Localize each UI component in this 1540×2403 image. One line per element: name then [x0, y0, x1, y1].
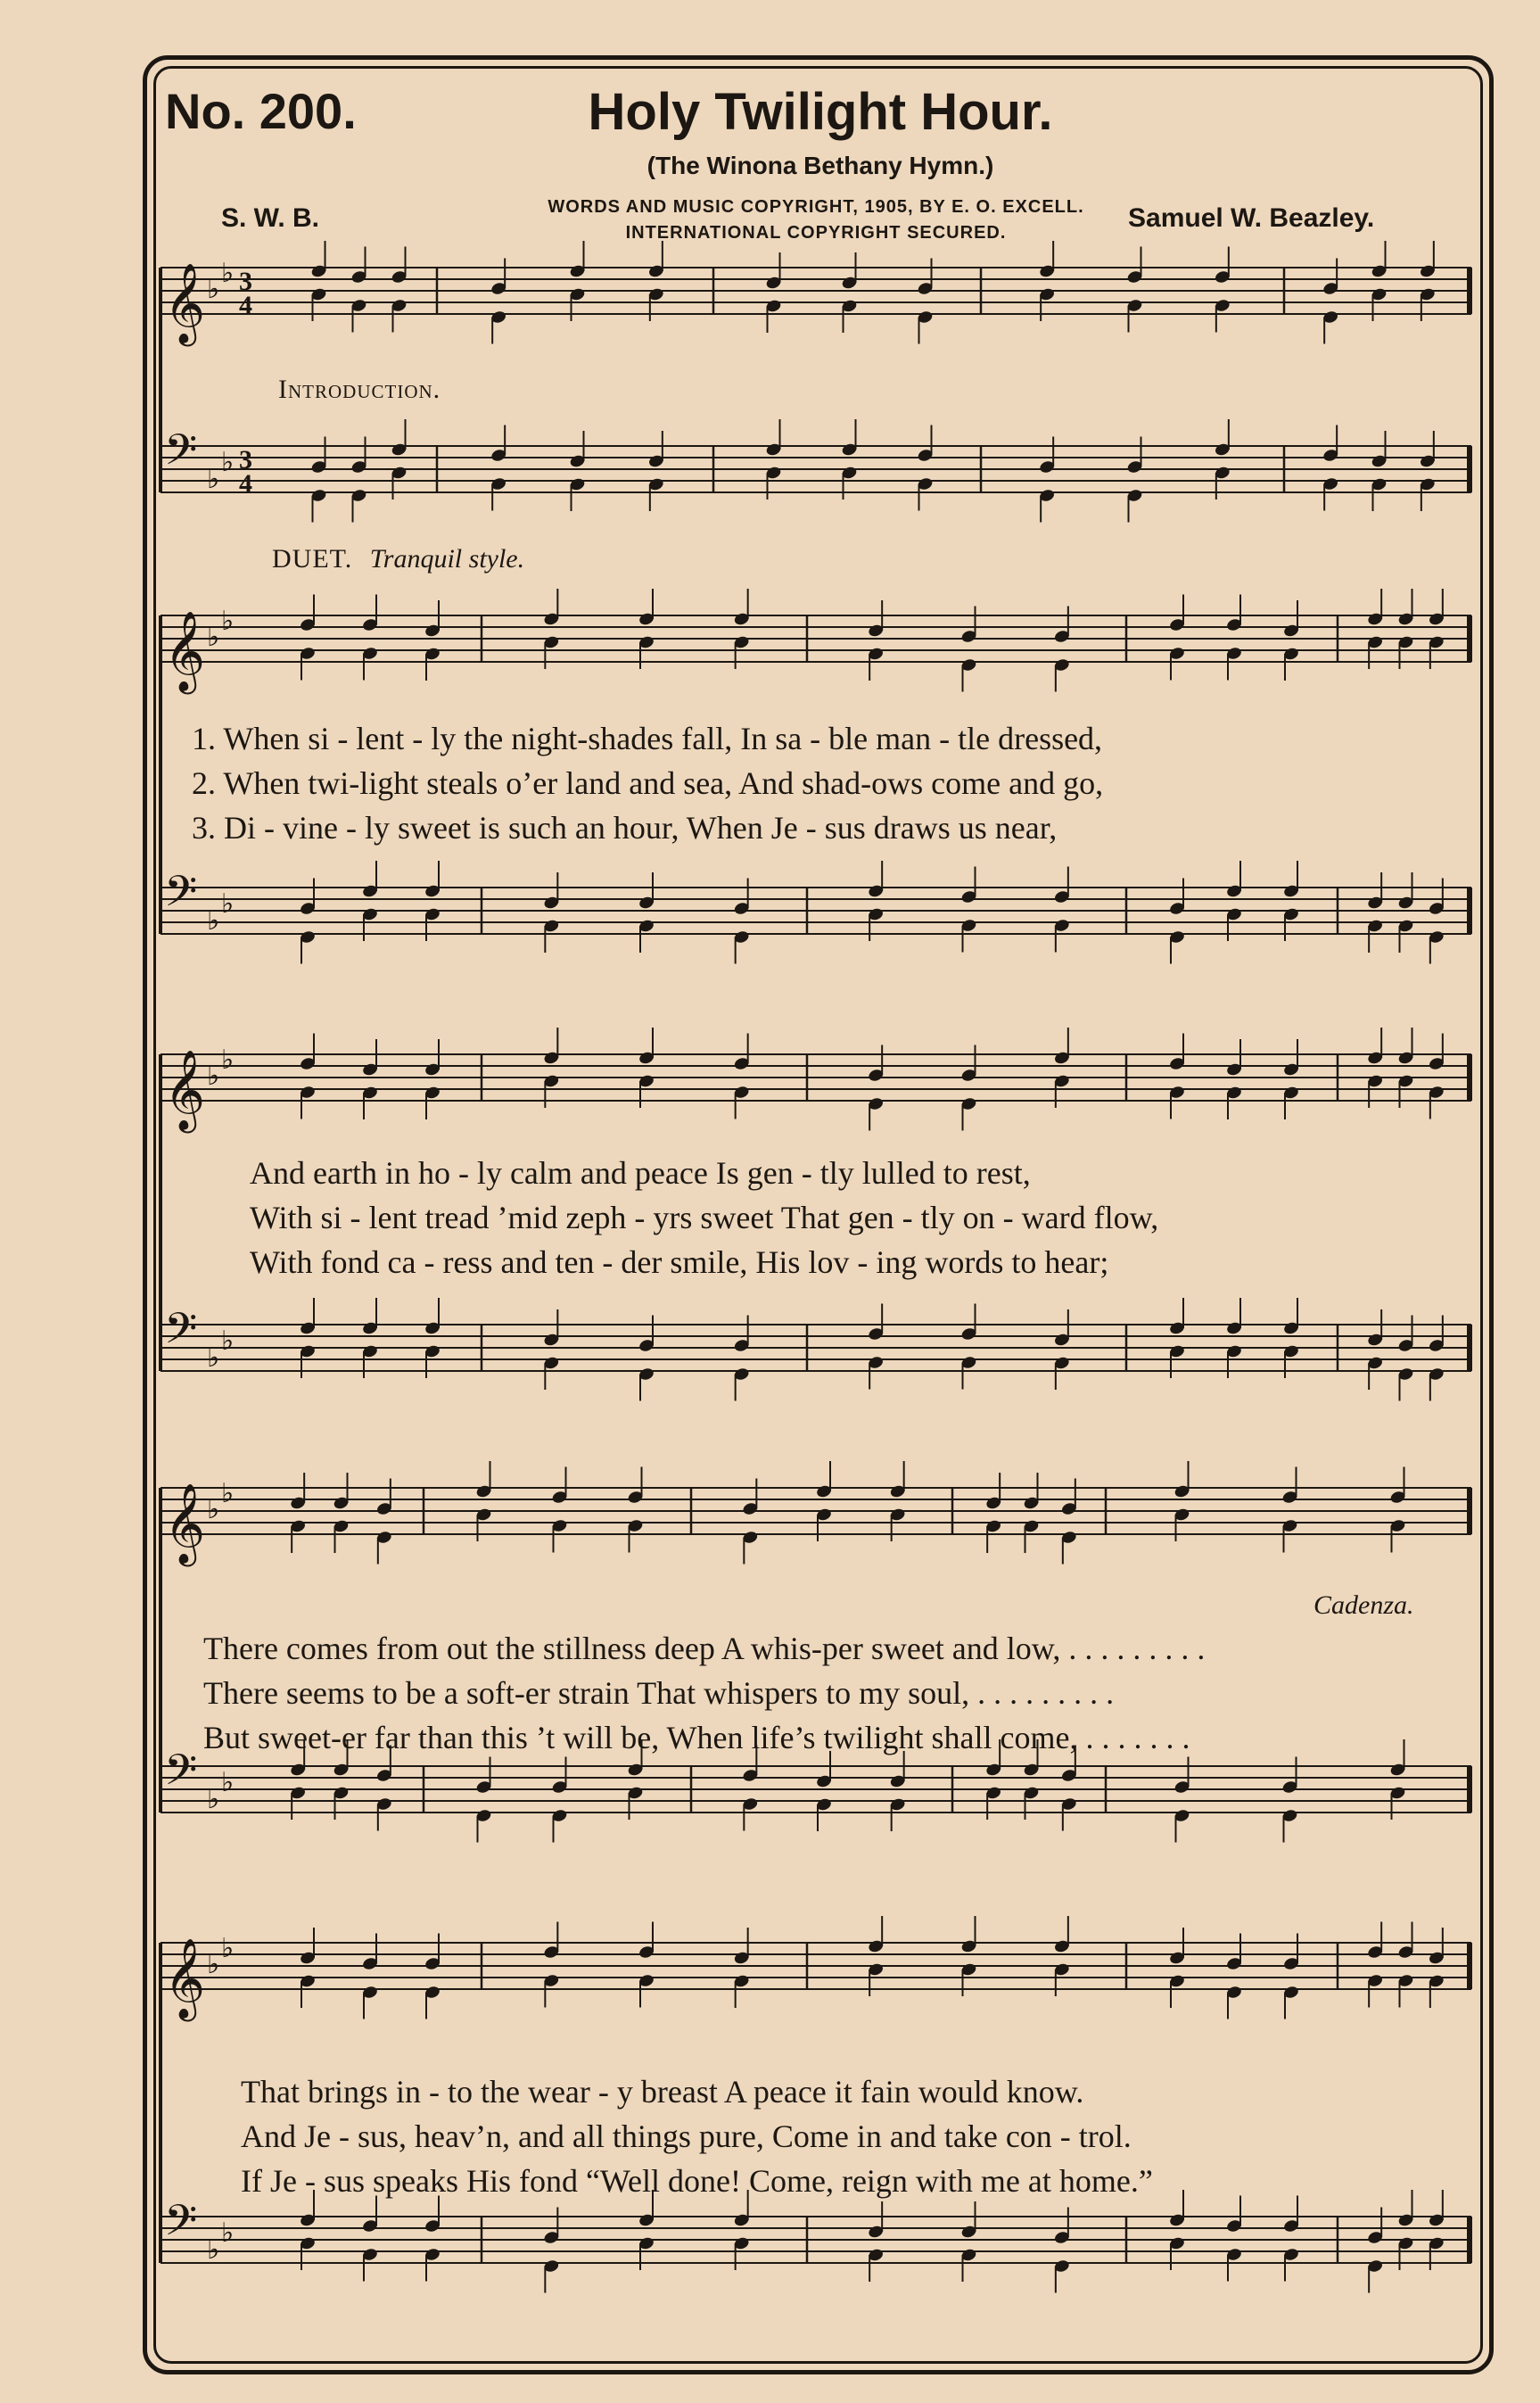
lyric-line: 3. Di - vine - ly sweet is such an hour, When Je - sus draws us near, — [192, 810, 1058, 846]
bass-clef-icon: 𝄢 — [164, 866, 198, 927]
flat-icon: ♭ — [207, 464, 220, 495]
lyric-line: With fond ca - ress and ten - der smile, His lov - ing words to hear; — [250, 1244, 1109, 1280]
time-signature-top: 3 — [239, 267, 252, 296]
words-author: S. W. B. — [221, 203, 320, 233]
treble-clef-icon: 𝄞 — [164, 263, 206, 343]
flat-icon: ♭ — [221, 258, 235, 289]
flat-icon: ♭ — [207, 1784, 220, 1815]
introduction-label: Introduction. — [278, 375, 441, 404]
flat-icon: ♭ — [207, 622, 220, 653]
bass-clef-icon: 𝄢 — [164, 1745, 198, 1805]
bass-clef-icon: 𝄢 — [164, 425, 198, 485]
flat-icon: ♭ — [207, 1342, 220, 1374]
flat-icon: ♭ — [221, 606, 235, 637]
flat-icon: ♭ — [207, 905, 220, 937]
treble-clef-icon: 𝄞 — [164, 1938, 206, 2019]
hymn-subtitle: (The Winona Bethany Hymn.) — [646, 152, 994, 179]
copyright-line-2: INTERNATIONAL COPYRIGHT SECURED. — [625, 223, 1007, 243]
lyric-line: But sweet-er far than this ’t will be, When life’s twilight shall come, . . . . . . . — [203, 1720, 1190, 1755]
flat-icon: ♭ — [221, 1933, 235, 1964]
flat-icon: ♭ — [221, 888, 235, 920]
flat-icon: ♭ — [207, 2234, 220, 2266]
bass-clef-icon: 𝄢 — [164, 1303, 198, 1364]
lyric-line: And Je - sus, heav’n, and all things pure, Come in and take con - trol. — [241, 2118, 1132, 2154]
duet-label: DUET. — [272, 544, 353, 574]
tempo-label: Tranquil style. — [369, 544, 525, 574]
flat-icon: ♭ — [207, 1494, 220, 1525]
lyric-line: And earth in ho - ly calm and peace Is gen - tly lulled to rest, — [250, 1155, 1031, 1191]
lyric-line: If Je - sus speaks His fond “Well done! Come, reign with me at home.” — [241, 2163, 1153, 2199]
lyric-line: There comes from out the stillness deep A whis-per sweet and low, . . . . . . . . . — [203, 1631, 1206, 1666]
treble-clef-icon: 𝄞 — [164, 1050, 206, 1130]
composer: Samuel W. Beazley. — [1128, 203, 1375, 233]
cadenza-label: Cadenza. — [1314, 1590, 1414, 1620]
flat-icon: ♭ — [207, 274, 220, 305]
time-signature-bottom: 4 — [239, 469, 252, 499]
copyright-line-1: WORDS AND MUSIC COPYRIGHT, 1905, BY E. O. EXCELL. — [548, 197, 1084, 217]
lyric-line: 2. When twi-light steals o’er land and sea, And shad-ows come and go, — [192, 765, 1104, 801]
hymn-title: Holy Twilight Hour. — [588, 83, 1053, 141]
flat-icon: ♭ — [221, 447, 235, 478]
treble-clef-icon: 𝄞 — [164, 1483, 206, 1564]
flat-icon: ♭ — [221, 1325, 235, 1357]
flat-icon: ♭ — [221, 1767, 235, 1798]
bass-clef-icon: 𝄢 — [164, 2195, 198, 2256]
flat-icon: ♭ — [221, 2217, 235, 2249]
lyric-line: 1. When si - lent - ly the night-shades fall, In sa - ble man - tle dressed, — [192, 721, 1103, 756]
time-signature-top: 3 — [239, 445, 252, 475]
treble-clef-icon: 𝄞 — [164, 611, 206, 691]
lyric-line: There seems to be a soft-er strain That whispers to my soul, . . . . . . . . . — [203, 1675, 1115, 1711]
hymn-number: No. 200. — [165, 83, 357, 139]
flat-icon: ♭ — [221, 1045, 235, 1076]
flat-icon: ♭ — [207, 1949, 220, 1980]
lyric-line: That brings in - to the wear - y breast A peace it fain would know. — [241, 2074, 1084, 2110]
flat-icon: ♭ — [221, 1478, 235, 1509]
lyric-line: With si - lent tread ’mid zeph - yrs sweet That gen - tly on - ward flow, — [250, 1200, 1159, 1235]
time-signature-bottom: 4 — [239, 291, 252, 320]
flat-icon: ♭ — [207, 1061, 220, 1092]
